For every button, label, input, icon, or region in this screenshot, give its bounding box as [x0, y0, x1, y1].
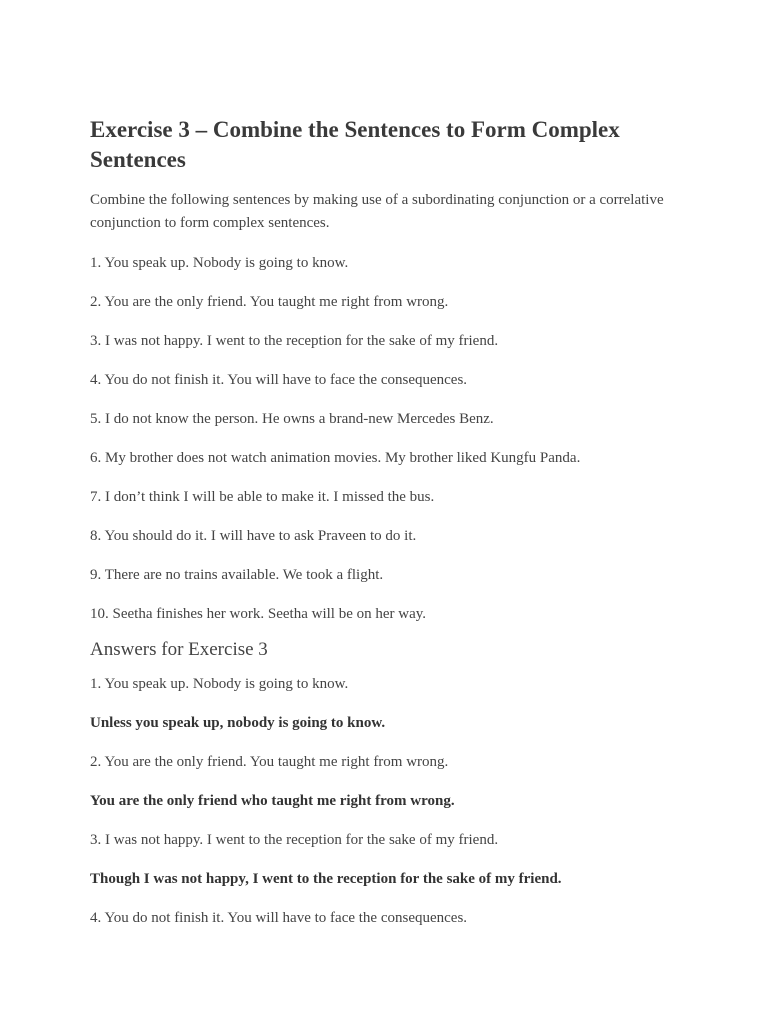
- question-item: 1. You speak up. Nobody is going to know.: [90, 255, 349, 271]
- answer-question: 3. I was not happy. I went to the reception for the sake of my friend.: [90, 832, 499, 848]
- question-item: 5. I do not know the person. He owns a brand-new Mercedes Benz.: [90, 411, 494, 427]
- answer-list: [90, 673, 678, 946]
- exercise-title: Exercise 3 – Combine the Sentences to Form Complex Sentences: [90, 117, 620, 172]
- question-list: [90, 252, 678, 638]
- answers-heading: Answers for Exercise 3: [90, 639, 268, 660]
- answer-text: Unless you speak up, nobody is going to know.: [90, 715, 386, 731]
- answer-question: 2. You are the only friend. You taught me right from wrong.: [90, 754, 449, 770]
- question-item: 7. I don’t think I will be able to make it. I missed the bus.: [90, 489, 435, 505]
- question-item: 4. You do not finish it. You will have to face the consequences.: [90, 372, 468, 388]
- exercise-instructions: Combine the following sentences by making use of a subordinating conjunction or a correlative conjunction to form complex sentences.: [90, 192, 664, 231]
- question-item: 2. You are the only friend. You taught me right from wrong.: [90, 294, 449, 310]
- question-item: 8. You should do it. I will have to ask Praveen to do it.: [90, 528, 417, 544]
- question-item: 3. I was not happy. I went to the reception for the sake of my friend.: [90, 333, 499, 349]
- answer-text: You are the only friend who taught me right from wrong.: [90, 793, 455, 809]
- question-item: 6. My brother does not watch animation movies. My brother liked Kungfu Panda.: [90, 450, 581, 466]
- question-item: 10. Seetha finishes her work. Seetha will be on her way.: [90, 606, 427, 622]
- answer-text: Though I was not happy, I went to the reception for the sake of my friend.: [90, 871, 562, 887]
- answer-question: 4. You do not finish it. You will have to face the consequences.: [90, 910, 468, 926]
- answer-question: 1. You speak up. Nobody is going to know.: [90, 676, 349, 692]
- question-item: 9. There are no trains available. We took a flight.: [90, 567, 384, 583]
